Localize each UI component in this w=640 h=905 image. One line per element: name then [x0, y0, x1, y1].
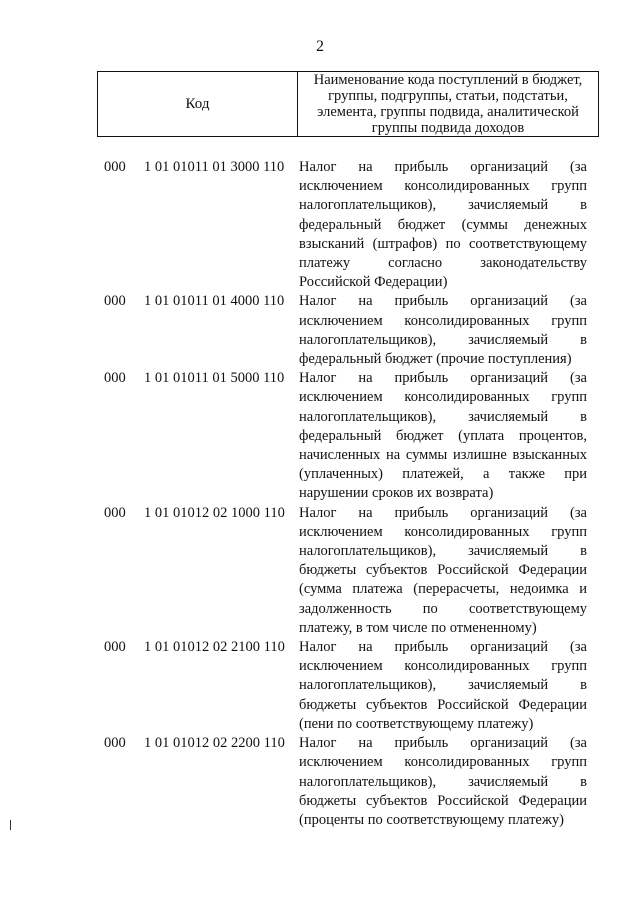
- table-body: [104, 158, 594, 830]
- revenue-name-cell: Налог на прибыль организаций (за исключением консолидированных групп налогоплательщиков), зачисляемый в бюджеты субъектов Российской Федерации (сумма платежа (перерасчеты, недоимка и задолженность по соответствующему платежу, в том числе по отмененному): [299, 504, 587, 636]
- revenue-name-cell: Налог на прибыль организаций (за исключением консолидированных групп налогоплательщиков), зачисляемый в бюджеты субъектов Российской Федерации (проценты по соответствующему платежу): [299, 735, 587, 828]
- revenue-code-cell: 1 01 01012 02 2200 110: [144, 735, 285, 752]
- table-row: [104, 734, 594, 830]
- admin-code-cell: 000: [104, 504, 126, 521]
- revenue-name-cell: Налог на прибыль организаций (за исключением консолидированных групп налогоплательщиков), зачисляемый в федеральный бюджет (суммы денежных взысканий (штрафов) по соответствующему платежу согласно законодательству Российской Федерации): [299, 159, 587, 291]
- admin-code-cell: 000: [104, 735, 126, 752]
- table-row: [104, 369, 594, 503]
- revenue-code-cell: 1 01 01011 01 4000 110: [144, 293, 285, 310]
- table-row: [104, 638, 594, 734]
- table-row: [104, 504, 594, 638]
- admin-code-cell: 000: [104, 370, 126, 387]
- header-name-cell: Наименование кода поступлений в бюджет, группы, подгруппы, статьи, подстатьи, элемента, группы подвида, аналитической группы подвида доходов: [298, 72, 599, 137]
- scan-margin-mark: [10, 820, 11, 830]
- table-row: [104, 158, 594, 292]
- revenue-code-cell: 1 01 01011 01 5000 110: [144, 370, 285, 387]
- revenue-code-cell: 1 01 01012 02 2100 110: [144, 639, 285, 656]
- revenue-name-cell: Налог на прибыль организаций (за исключением консолидированных групп налогоплательщиков), зачисляемый в бюджеты субъектов Российской Федерации (пени по соответствующему платежу): [299, 639, 587, 732]
- header-code-cell: Код: [98, 72, 298, 137]
- revenue-code-cell: 1 01 01012 02 1000 110: [144, 504, 285, 521]
- page-number: 2: [316, 38, 324, 55]
- revenue-code-cell: 1 01 01011 01 3000 110: [144, 159, 285, 175]
- admin-code-cell: 000: [104, 639, 126, 656]
- table-row: [104, 292, 594, 369]
- table-header: [97, 71, 599, 137]
- revenue-name-cell: Налог на прибыль организаций (за исключением консолидированных групп налогоплательщиков), зачисляемый в федеральный бюджет (прочие поступления): [299, 293, 587, 368]
- admin-code-cell: 000: [104, 159, 126, 175]
- admin-code-cell: 000: [104, 293, 126, 310]
- revenue-name-cell: Налог на прибыль организаций (за исключением консолидированных групп налогоплательщиков), зачисляемый в федеральный бюджет (уплата процентов, начисленных на суммы излишне взысканных (уплаченных) платежей, а также при нарушении сроков их возврата): [299, 370, 587, 502]
